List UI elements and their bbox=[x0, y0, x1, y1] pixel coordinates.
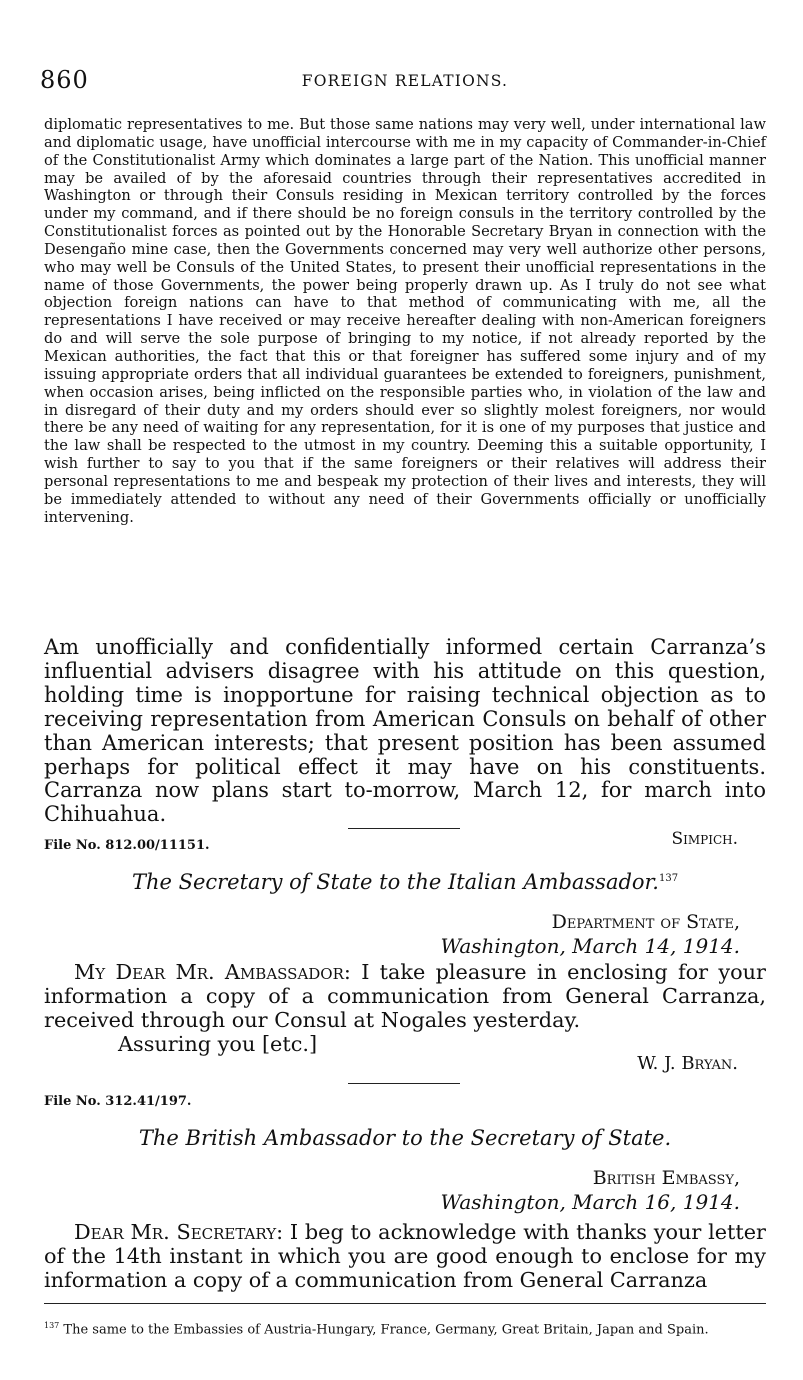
enclosure-continuation bbox=[44, 116, 766, 526]
footnote-number: 137 bbox=[44, 1321, 60, 1330]
footnote-text: The same to the Embassies of Austria-Hungary, France, Germany, Great Britain, Japan and Spain. bbox=[63, 1322, 709, 1338]
file-number-2: File No. 312.41/197. bbox=[44, 1094, 192, 1109]
letter-body-2 bbox=[44, 1220, 766, 1292]
sender-name-1: Department of State, bbox=[551, 911, 740, 933]
letter-text-2: I beg to acknowledge with thanks your letter of the 14th instant in which you are good enough to enclose for my information a copy of a communication from General Carranza bbox=[44, 1220, 766, 1292]
enclosure-text: diplomatic representatives to me. But those same nations may very well, under international law and diplomatic usage, have unofficial intercourse with me in my capacity of Commander-in-Chief of the Constitutionalist Army which dominates a large part of the Nation. This unofficial manner may be availed of by the aforesaid countries through their representatives accredited in Washington or through their Consuls residing in Mexican territory controlled by the forces under my command, and if there should be no foreign consuls in the territory controlled by the Constitutionalist forces as pointed out by the Honorable Secretary Bryan in connection with the Desengaño mine case, then the Governments concerned may very well authorize other persons, who may well be Consuls of the United States, to present their unofficial representations in the name of those Governments, the power being properly drawn up. As I truly do not see what objection foreign nations can have to that method of communicating with me, all the representations I have received or may receive hereafter dealing with non-American foreigners do and will serve the sole purpose of bringing to my notice, if not already reported by the Mexican authorities, the fact that this or that foreigner has suffered some injury and of my issuing appropriate orders that all individual guarantees be extended to foreigners, punishment, when occasion arises, being inflicted on the responsible parties who, in violation of the law and in disregard of their duty and my orders should ever so slightly molest foreigners, nor would there be any need of waiting for any representation, for it is one of my purposes that justice and the law shall be respected to the utmost in my country. Deeming this a suitable opportunity, I wish further to say to you that if the same foreigners or their relatives will address their personal representations to me and bespeak my protection of their lives and interests, they will be immediately attended to without any need of their Governments officially or unofficially intervening. bbox=[44, 116, 766, 526]
place-date-1: Washington, March 14, 1914. bbox=[440, 934, 740, 958]
page-header bbox=[40, 66, 766, 96]
page-number: 860 bbox=[40, 66, 89, 94]
letter-signature-1: W. J. Bryan. bbox=[637, 1053, 738, 1074]
letter-paragraph-1 bbox=[44, 960, 766, 1032]
sender-address-1 bbox=[441, 910, 740, 958]
footnote-divider bbox=[44, 1303, 766, 1304]
letter-paragraph-2 bbox=[44, 1220, 766, 1292]
salutation-1: My Dear Mr. Ambassador: bbox=[74, 960, 351, 984]
footnote-reference: 137 bbox=[658, 873, 679, 884]
sender-address-2 bbox=[441, 1166, 740, 1214]
file-number-1: File No. 812.00/11151. bbox=[44, 838, 210, 853]
place-date-2: Washington, March 16, 1914. bbox=[440, 1190, 740, 1214]
sender-name-2: British Embassy, bbox=[592, 1167, 740, 1189]
footnote bbox=[44, 1318, 766, 1338]
closing-1: Assuring you [etc.] bbox=[118, 1032, 318, 1056]
running-head: FOREIGN RELATIONS. bbox=[301, 72, 509, 90]
document-title-1-text: The Secretary of State to the Italian Ambassador. bbox=[131, 870, 659, 894]
document-title-2: The British Ambassador to the Secretary of State. bbox=[138, 1126, 672, 1150]
consul-report-text: Am unofficially and confidentially informed certain Carranza’s influential advisers disagree with his attitude on this question, holding time is inopportune for raising technical objection as to receiving representation from American Consuls on behalf of other than American interests; that present position has been assumed perhaps for political effect it may have on his constituents. Carranza now plans start to-morrow, March 12, for march into Chihuahua. bbox=[44, 635, 766, 827]
section-divider bbox=[348, 1083, 460, 1084]
consul-report bbox=[44, 636, 766, 851]
letter-text-1: I take pleasure in enclosing for your information a copy of a communication from General Carranza, received through our Consul at Nogales yesterday. bbox=[44, 960, 766, 1032]
salutation-2: Dear Mr. Secretary: bbox=[74, 1220, 284, 1244]
consul-signature: Simpich. bbox=[671, 829, 738, 850]
document-title-1 bbox=[44, 870, 766, 894]
section-divider bbox=[348, 828, 460, 829]
letter-body-1 bbox=[44, 960, 766, 1056]
